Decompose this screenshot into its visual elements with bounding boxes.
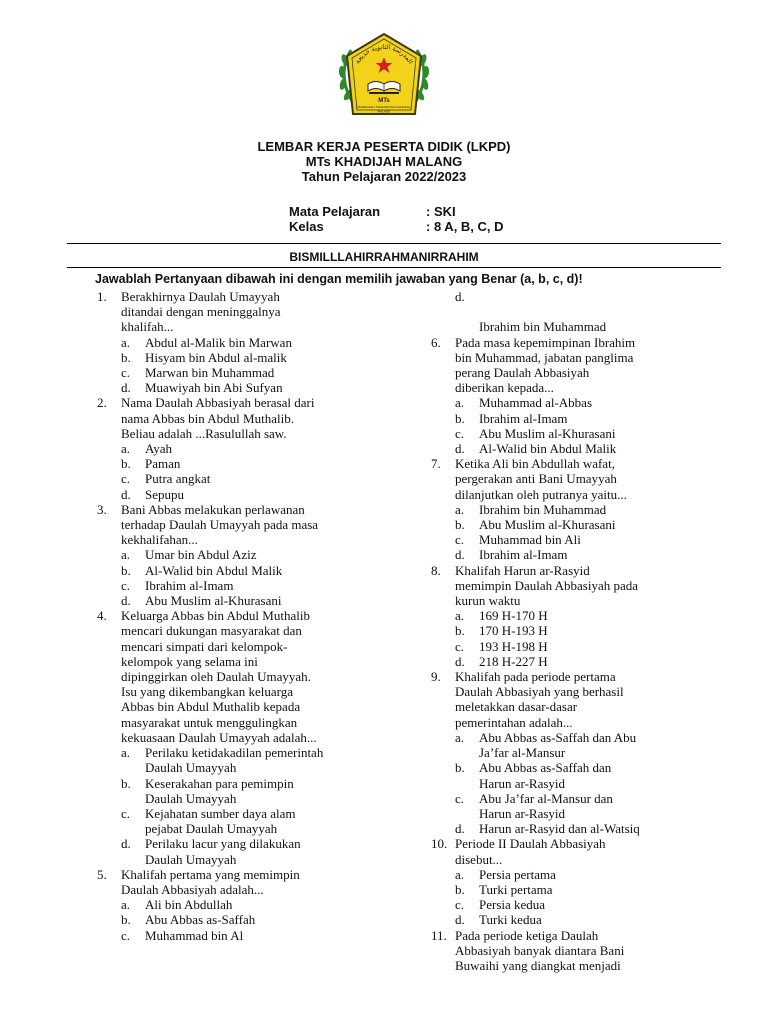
answer-option[interactable] [121,928,417,943]
option-label: d. [455,441,465,457]
option-text: Abu Muslim al-Khurasani [479,425,616,441]
option-text: Turki kedua [479,912,542,928]
option-text: Marwan bin Muhammad [145,365,275,381]
logo-arc-text: المدرسة الثانوية خديجة [353,42,415,66]
option-label: d. [455,912,465,928]
answer-option[interactable] [455,608,731,623]
option-label: a. [121,547,131,563]
option-text: Paman [145,456,181,472]
option-text: 218 H-227 H [479,653,548,669]
option-label: b. [455,623,465,639]
option-text: Persia pertama [479,866,556,882]
answer-option[interactable] [455,791,731,821]
answer-option[interactable] [121,912,417,927]
option-text: Ayah [145,441,172,457]
answer-option[interactable] [121,593,417,608]
question-number: 3. [97,501,107,517]
answer-option[interactable] [455,441,731,456]
answer-option[interactable] [455,502,731,517]
option-text: Muhammad al-Abbas [479,395,593,411]
question-number: 10. [431,836,448,852]
answer-option[interactable] [455,760,731,790]
option-text: Muawiyah bin Abi Sufyan [145,380,283,396]
option-text: Persia kedua [479,897,546,913]
answer-option[interactable] [455,623,731,638]
question-4 [97,608,417,866]
option-text: Ibrahim al-Imam [479,547,568,563]
answer-option[interactable] [121,335,417,350]
option-label: a. [455,608,465,624]
option-text: Ibrahim bin Muhammad [479,319,607,335]
option-text: Perilaku ketidakadilan pemerintah Daulah Umayyah [145,745,324,776]
answer-option[interactable] [455,882,731,897]
question-number: 7. [431,456,441,472]
question-6 [431,335,731,457]
question-10 [431,836,731,927]
answer-option[interactable] [121,578,417,593]
answer-option[interactable] [121,380,417,395]
option-label: b. [455,517,465,533]
option-label: d. [455,289,465,304]
question-text: Nama Daulah Abbasiyah berasal dari nama Abbas bin Abdul Muthalib. Beliau adalah ...Rasulullah saw. [121,395,315,441]
option-label: b. [455,410,465,426]
option-label: d. [121,486,131,502]
option-label: c. [455,425,465,441]
option-text: Abdul al-Malik bin Marwan [145,334,292,350]
option-text: Ibrahim al-Imam [145,577,234,593]
header-school: MTs KHADIJAH MALANG [305,154,463,169]
question-7 [431,456,731,562]
class-label: Kelas [289,219,324,234]
answer-option[interactable] [455,547,731,562]
option-label: b. [121,912,131,928]
option-label: a. [121,334,131,350]
option-label: c. [121,805,131,821]
question-text: Pada periode ketiga Daulah Abbasiyah banyak diantara Bani Buwaihi yang diangkat menjadi [455,927,625,973]
answer-option[interactable] [121,806,417,836]
question-2 [97,395,417,501]
option-label: b. [121,562,131,578]
option-label: b. [121,349,131,365]
answer-option[interactable] [121,776,417,806]
question-5-option-d [431,289,731,335]
answer-option[interactable] [455,411,731,426]
option-text: Muhammad bin Ali [479,532,581,548]
school-logo [333,26,435,128]
option-label: a. [121,745,131,761]
option-label: a. [121,897,131,913]
option-text: Umar bin Abdul Aziz [145,547,257,563]
logo-city: MALANG [377,109,391,114]
answer-option[interactable] [455,532,731,547]
answer-option[interactable] [121,350,417,365]
instruction: Jawablah Pertanyaan dibawah ini dengan memilih jawaban yang Benar (a, b, c, d)! [95,272,583,286]
question-text: Bani Abbas melakukan perlawanan terhadap Daulah Umayyah pada masa kekhalifahan... [121,501,319,548]
option-text: Abu Abbas as-Saffah dan Abu Ja’far al-Mansur [479,729,637,761]
question-text: Periode II Daulah Abbasiyah disebut... [455,836,606,867]
questions-left-column [97,289,417,943]
answer-option[interactable] [455,912,731,927]
option-label: d. [455,547,465,563]
answer-option[interactable] [455,395,731,410]
question-number: 1. [97,289,107,304]
question-text: Pada masa kepemimpinan Ibrahim bin Muhammad, jabatan panglima perang Daulah Abbasiyah diberikan kepada... [455,334,636,396]
question-number: 5. [97,866,107,882]
answer-option[interactable] [121,441,417,456]
option-text: 193 H-198 H [479,638,548,654]
answer-option[interactable] [121,745,417,775]
option-label: c. [455,897,465,913]
option-text: Turki pertama [479,881,553,897]
question-text: Khalifah Harun ar-Rasyid memimpin Daulah Abbasiyah pada kurun waktu [455,562,639,609]
option-label: a. [455,866,465,882]
question-number: 4. [97,608,107,624]
option-text: Perilaku lacur yang dilakukan Daulah Umayyah [145,836,301,867]
document-header [0,139,768,184]
option-text: Keserakahan para pemimpin Daulah Umayyah [145,775,294,806]
option-label: d. [121,593,131,609]
option-text: 169 H-170 H [479,608,548,624]
header-year: Tahun Pelajaran 2022/2023 [301,169,467,184]
class-value: : 8 A, B, C, D [426,219,504,234]
answer-option[interactable] [455,654,731,669]
answer-option[interactable] [121,836,417,866]
question-number: 11. [431,927,447,943]
option-text: Al-Walid bin Abdul Malik [145,562,283,578]
answer-option[interactable] [121,897,417,912]
answer-option[interactable] [121,471,417,486]
option-label: b. [121,775,131,791]
option-text: Sepupu [145,486,184,502]
answer-option[interactable] [455,639,731,654]
option-text: Al-Walid bin Abdul Malik [479,441,617,457]
answer-option[interactable] [121,365,417,380]
answer-option[interactable] [455,821,731,836]
subject-value: : SKI [426,204,456,219]
question-number: 9. [431,669,441,685]
question-9 [431,669,731,836]
question-text: Khalifah pertama yang memimpin Daulah Abbasiyah adalah... [121,866,300,897]
answer-option[interactable] [455,517,731,532]
option-label: a. [121,441,131,457]
question-text: Keluarga Abbas bin Abdul Muthalib mencari dukungan masyarakat dan mencari simpati dari kelompok- kelompok yang selama ini dipinggirkan oleh Daulah Umayyah. Isu yang dikembangkan keluarga Abbas bin Abdul Muthalib kepada masyarakat untuk menggulingkan kekuasaan Daulah Umayyah adalah... [121,608,317,745]
option-label: b. [121,456,131,472]
answer-option[interactable] [455,897,731,912]
option-text: Harun ar-Rasyid dan al-Watsiq [479,821,640,837]
option-label: a. [455,729,465,745]
question-text: Berakhirnya Daulah Umayyah ditandai dengan meninggalnya khalifah... [121,289,281,335]
option-text: Ali bin Abdullah [145,897,233,913]
question-8 [431,563,731,669]
questions-right-column [431,289,731,973]
option-label: c. [121,365,131,381]
option-label: d. [455,821,465,837]
question-11 [431,928,731,974]
answer-option[interactable] [121,456,417,471]
question-1 [97,289,417,395]
question-text: Khalifah pada periode pertama Daulah Abbasiyah yang berhasil meletakkan dasar-dasar pemerintahan adalah... [455,669,624,730]
option-label: c. [121,927,131,943]
option-text: Abu Muslim al-Khurasani [145,593,282,609]
option-text: Muhammad bin Al [145,927,244,943]
meta-info [289,204,504,234]
option-label: c. [455,790,465,806]
option-text: Hisyam bin Abdul al-malik [145,349,287,365]
option-label: d. [455,653,465,669]
subject-label: Mata Pelajaran [289,204,381,219]
logo-initials: MTs [378,98,390,104]
question-number: 8. [431,562,441,578]
logo-bottom-text: MADRASAH TSANAWIYAH KHADIJAH [357,105,411,109]
question-number: 2. [97,395,107,411]
option-label: c. [455,532,465,548]
option-text: 170 H-193 H [479,623,548,639]
option-label: c. [121,471,131,487]
option-text: Abu Muslim al-Khurasani [479,517,616,533]
answer-option[interactable] [121,563,417,578]
option-text: Putra angkat [145,471,211,487]
answer-option[interactable] [455,867,731,882]
option-text: Abu Ja’far al-Mansur dan Harun ar-Rasyid [479,790,613,821]
question-3 [97,502,417,608]
divider-top [67,243,721,244]
answer-option[interactable] [455,730,731,760]
option-label: a. [455,395,465,411]
option-text: Abu Abbas as-Saffah dan Harun ar-Rasyid [479,760,612,791]
option-label: c. [455,638,465,654]
option-label: d. [121,836,131,852]
option-text: Kejahatan sumber daya alam pejabat Daulah Umayyah [145,805,296,837]
answer-option[interactable] [121,487,417,502]
bismillah: BISMILLLAHIRRAHMANIRRAHIM [289,250,479,264]
option-label: a. [455,501,465,517]
option-label: b. [455,760,465,776]
question-5 [97,867,417,943]
option-label: d. [121,380,131,396]
answer-option[interactable] [121,547,417,562]
option-text: Abu Abbas as-Saffah [145,912,256,928]
option-text: Ibrahim bin Muhammad [479,501,607,517]
question-text: Ketika Ali bin Abdullah wafat, pergerakan anti Bani Umayyah dilanjutkan oleh putranya yaitu... [455,456,627,502]
header-title: LEMBAR KERJA PESERTA DIDIK (LKPD) [257,139,511,154]
answer-option[interactable] [455,426,731,441]
divider-bottom [67,267,721,268]
option-text: Ibrahim al-Imam [479,410,568,426]
option-label: c. [121,577,131,593]
question-number: 6. [431,334,441,350]
option-label: b. [455,881,465,897]
